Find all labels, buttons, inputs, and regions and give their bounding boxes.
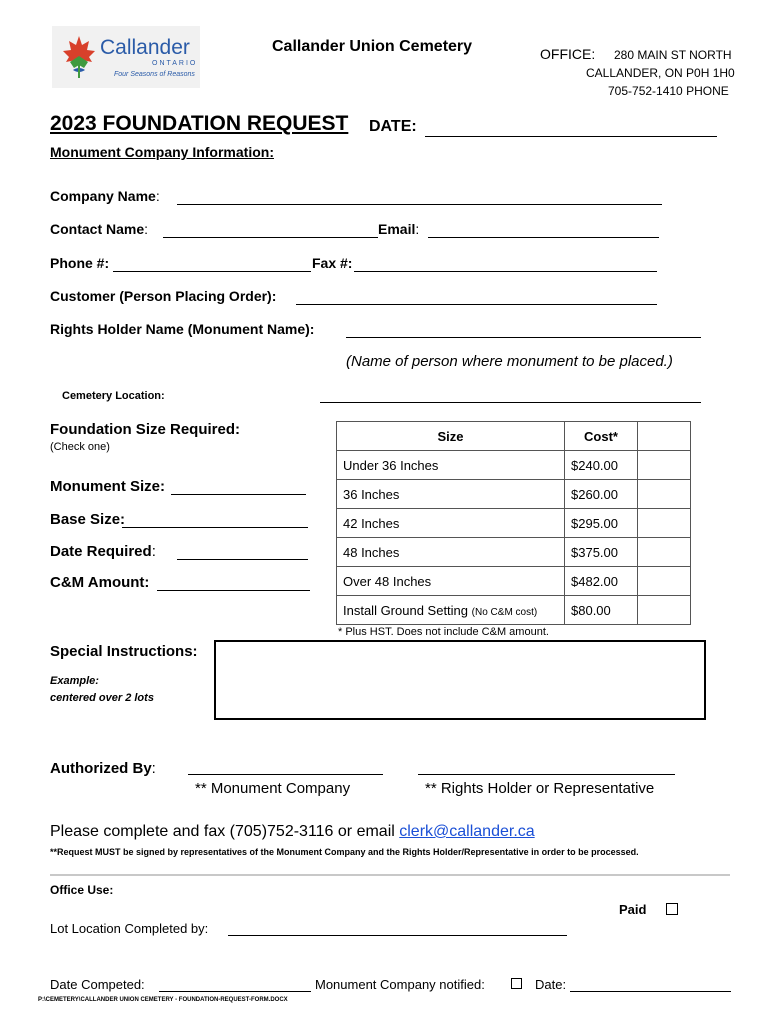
- cemetery-location-label: Cemetery Location:: [62, 390, 165, 402]
- foundation-size-table: [336, 421, 691, 625]
- size-header: Size: [337, 422, 565, 451]
- cost-cell: $482.00: [565, 567, 638, 596]
- rights-holder-signature-label: ** Rights Holder or Representative: [425, 780, 655, 797]
- section-title: Monument Company Information:: [50, 144, 274, 160]
- contact-name-label: Contact Name:: [50, 221, 149, 237]
- logo-name: Callander: [100, 36, 190, 59]
- company-name-label: Company Name:: [50, 188, 160, 204]
- monument-company-signature-label: ** Monument Company: [195, 780, 351, 797]
- size-cell: 48 Inches: [337, 538, 565, 567]
- company-notified-label: Monument Company notified:: [315, 977, 485, 992]
- example-text: centered over 2 lots: [50, 692, 154, 704]
- table-row: [337, 480, 691, 509]
- check-cell[interactable]: [638, 596, 691, 625]
- callander-logo: [52, 26, 200, 88]
- check-cell[interactable]: [638, 451, 691, 480]
- cost-cell: $295.00: [565, 509, 638, 538]
- rights-holder-field[interactable]: [346, 337, 701, 338]
- monument-company-signature-line[interactable]: [188, 774, 383, 775]
- table-row: [337, 538, 691, 567]
- name-note: (Name of person where monument to be placed.): [346, 353, 673, 370]
- customer-field[interactable]: [296, 304, 657, 305]
- rights-holder-signature-line[interactable]: [418, 774, 675, 775]
- check-cell[interactable]: [638, 509, 691, 538]
- size-note: (No C&M cost): [471, 606, 538, 618]
- size-cell: 42 Inches: [337, 509, 565, 538]
- base-size-field[interactable]: [122, 527, 308, 528]
- check-cell[interactable]: [638, 538, 691, 567]
- monument-size-field[interactable]: [171, 494, 306, 495]
- cost-cell: $375.00: [565, 538, 638, 567]
- size-cell: 36 Inches: [337, 480, 565, 509]
- form-title: 2023 FOUNDATION REQUEST: [50, 112, 349, 135]
- company-notified-checkbox[interactable]: [511, 978, 522, 989]
- customer-label: Customer (Person Placing Order):: [50, 288, 277, 304]
- cost-cell: $80.00: [565, 596, 638, 625]
- email-link[interactable]: clerk@callander.ca: [399, 823, 535, 840]
- special-instructions-box[interactable]: [214, 640, 706, 720]
- cost-cell: $240.00: [565, 451, 638, 480]
- paid-label: Paid: [619, 902, 647, 917]
- size-cell: Over 48 Inches: [337, 567, 565, 596]
- office-label: OFFICE:: [540, 46, 596, 62]
- signature-requirement-note: **Request MUST be signed by representatives of the Monument Company and the Rights Holder/Representative in order to be processed.: [50, 847, 639, 857]
- date-completed-label: Date Competed:: [50, 977, 145, 992]
- date-field[interactable]: [425, 136, 717, 137]
- cemetery-name: Callander Union Cemetery: [272, 38, 473, 55]
- lot-location-label: Lot Location Completed by:: [50, 921, 209, 936]
- authorized-by-label: Authorized By:: [50, 760, 156, 777]
- office-use-divider: [50, 874, 730, 876]
- paid-checkbox[interactable]: [666, 903, 678, 915]
- notified-date-field[interactable]: [570, 991, 731, 992]
- table-footnote: * Plus HST. Does not include C&M amount.: [338, 626, 549, 638]
- office-phone: 705-752-1410 PHONE: [608, 84, 729, 98]
- table-row: [337, 596, 691, 625]
- cm-amount-field[interactable]: [157, 590, 310, 591]
- rights-holder-label: Rights Holder Name (Monument Name):: [50, 321, 315, 337]
- example-label: Example:: [50, 675, 99, 687]
- check-one-note: (Check one): [50, 441, 110, 453]
- cost-header: Cost*: [565, 422, 638, 451]
- monument-size-label: Monument Size:: [50, 478, 165, 495]
- office-address: 280 MAIN ST NORTH: [614, 48, 732, 62]
- file-path: P:\CEMETERY\CALLANDER UNION CEMETERY - FOUNDATION-REQUEST-FORM.DOCX: [38, 997, 288, 1003]
- logo-tagline: Four Seasons of Reasons: [114, 71, 195, 78]
- phone-field[interactable]: [113, 271, 311, 272]
- office-use-label: Office Use:: [50, 883, 114, 897]
- lot-location-field[interactable]: [228, 935, 567, 936]
- foundation-size-label: Foundation Size Required:: [50, 421, 240, 438]
- company-name-field[interactable]: [177, 204, 662, 205]
- check-cell[interactable]: [638, 480, 691, 509]
- size-cell: [337, 596, 565, 625]
- email-field[interactable]: [428, 237, 659, 238]
- cost-cell: $260.00: [565, 480, 638, 509]
- notified-date-label: Date:: [535, 977, 567, 992]
- size-text: Install Ground Setting: [343, 602, 469, 618]
- submission-instructions: Please complete and fax (705)752-3116 or email clerk@callander.ca: [50, 823, 535, 840]
- office-city: CALLANDER, ON P0H 1H0: [586, 66, 735, 80]
- check-header: [638, 422, 691, 451]
- table-row: [337, 451, 691, 480]
- special-instructions-label: Special Instructions:: [50, 643, 198, 660]
- maple-leaf-icon: [60, 32, 98, 80]
- table-row: [337, 567, 691, 596]
- date-completed-field[interactable]: [159, 991, 311, 992]
- phone-label: Phone #:: [50, 255, 110, 271]
- fax-field[interactable]: [354, 271, 657, 272]
- date-label: DATE:: [369, 118, 417, 135]
- cemetery-location-field[interactable]: [320, 402, 701, 403]
- date-required-label: Date Required:: [50, 543, 156, 560]
- cm-amount-label: C&M Amount:: [50, 574, 150, 591]
- check-cell[interactable]: [638, 567, 691, 596]
- contact-name-field[interactable]: [163, 237, 378, 238]
- date-required-field[interactable]: [177, 559, 308, 560]
- base-size-label: Base Size:: [50, 511, 126, 528]
- logo-province: ONTARIO: [152, 60, 198, 67]
- table-row: [337, 509, 691, 538]
- table-header-row: [337, 422, 691, 451]
- size-cell: Under 36 Inches: [337, 451, 565, 480]
- fax-label: Fax #:: [312, 255, 353, 271]
- email-label: Email:: [378, 221, 420, 237]
